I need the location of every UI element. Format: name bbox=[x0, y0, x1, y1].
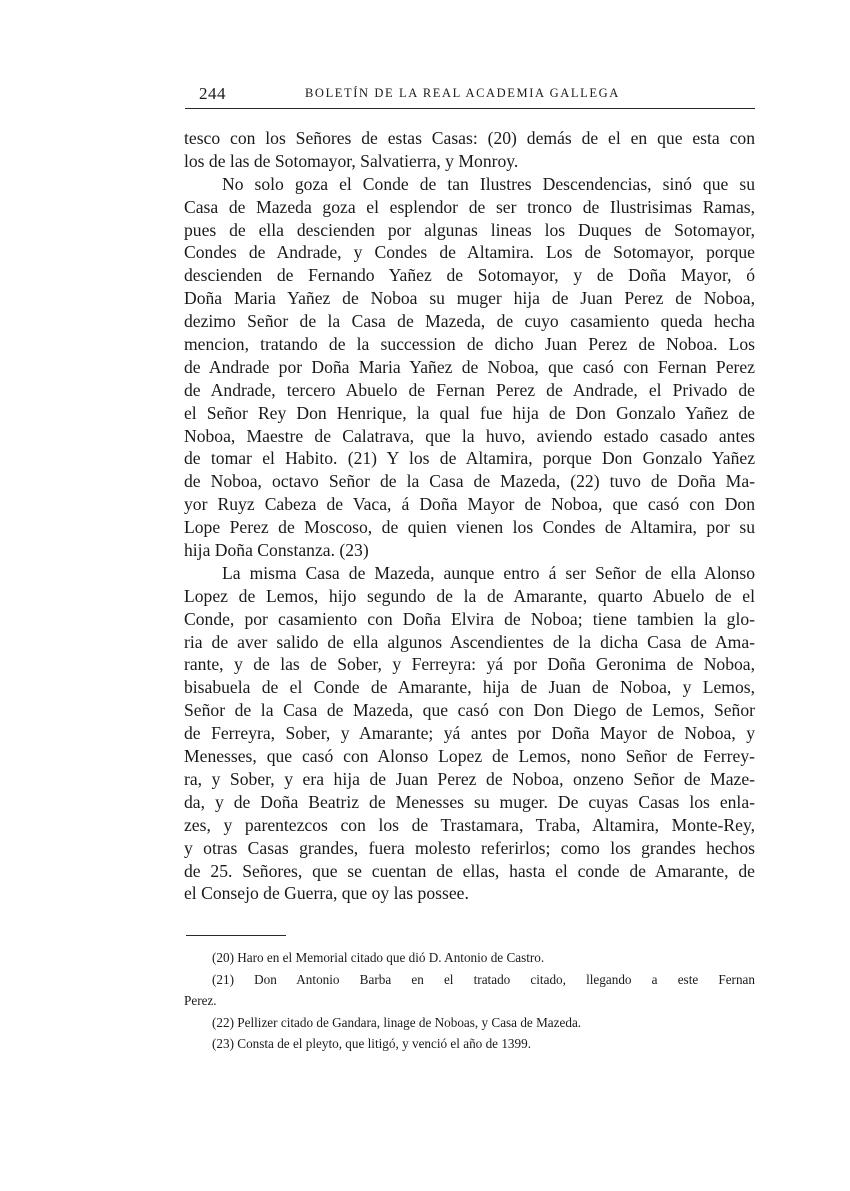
text-line: el Consejo de Guerra, que oy las possee. bbox=[184, 883, 469, 904]
text-line: Menesses, que casó con Alonso Lopez de Lemos, nono Señor de Ferrey- bbox=[184, 746, 755, 767]
text-line: descienden de Fernando Yañez de Sotomayor, y de Doña Mayor, ó bbox=[184, 265, 755, 286]
text-line: Lopez de Lemos, hijo segundo de la de Amarante, quarto Abuelo de el bbox=[184, 585, 755, 606]
text-line: de Ferreyra, Sober, y Amarante; yá antes por Doña Mayor de Noboa, y bbox=[184, 723, 755, 744]
page-header bbox=[185, 80, 755, 109]
text-line: el Señor Rey Don Henrique, la qual fue hija de Don Gonzalo Yañez de bbox=[184, 402, 755, 423]
text-line: Casa de Mazeda goza el esplendor de ser tronco de Ilustrisimas Ramas, bbox=[184, 196, 755, 217]
text-line: mencion, tratando de la succession de dicho Juan Perez de Noboa. Los bbox=[184, 334, 755, 355]
text-line: Lope Perez de Moscoso, de quien vienen los Condes de Altamira, por su bbox=[184, 517, 755, 538]
text-line: bisabuela de el Conde de Amarante, hija de Juan de Noboa, y Lemos, bbox=[184, 677, 755, 698]
text-line: los de las de Sotomayor, Salvatierra, y Monroy. bbox=[184, 150, 519, 171]
text-line: Conde, por casamiento con Doña Elvira de Noboa; tiene tambien la glo- bbox=[184, 608, 755, 629]
running-title: BOLETÍN DE LA REAL ACADEMIA GALLEGA bbox=[305, 86, 620, 100]
footnote-divider bbox=[186, 935, 286, 936]
text-line: de Andrade por Doña Maria Yañez de Noboa, que casó con Fernan Perez bbox=[184, 356, 755, 377]
text-line: y otras Casas grandes, fuera molesto referirlos; como los grandes hechos bbox=[184, 837, 755, 858]
footnote-23: (23) Consta de el pleyto, que litigó, y venció el año de 1399. bbox=[212, 1036, 531, 1052]
text-line: Doña Maria Yañez de Noboa su muger hija de Juan Perez de Noboa, bbox=[184, 288, 755, 309]
text-line: Señor de la Casa de Mazeda, que casó con Don Diego de Lemos, Señor bbox=[184, 700, 755, 721]
page-number: 244 bbox=[199, 84, 226, 103]
body-text bbox=[184, 127, 755, 905]
footnote-21-continuation: Perez. bbox=[184, 993, 217, 1009]
text-line: de tomar el Habito. (21) Y los de Altamira, porque Don Gonzalo Yañez bbox=[184, 448, 755, 469]
text-line: de Andrade, tercero Abuelo de Fernan Perez de Andrade, el Privado de bbox=[184, 379, 755, 400]
text-line: dezimo Señor de la Casa de Mazeda, de cuyo casamiento queda hecha bbox=[184, 311, 755, 332]
text-line: La misma Casa de Mazeda, aunque entro á ser Señor de ella Alonso bbox=[222, 562, 755, 583]
text-line: rante, y de las de Sober, y Ferreyra: yá por Doña Geronima de Noboa, bbox=[184, 654, 755, 675]
text-line: Condes de Andrade, y Condes de Altamira. Los de Sotomayor, porque bbox=[184, 242, 755, 263]
text-line: de 25. Señores, que se cuentan de ellas, hasta el conde de Amarante, de bbox=[184, 860, 755, 881]
text-line: hija Doña Constanza. (23) bbox=[184, 540, 369, 561]
text-line: ra, y Sober, y era hija de Juan Perez de Noboa, onzeno Señor de Maze- bbox=[184, 768, 755, 789]
footnote-20: (20) Haro en el Memorial citado que dió D. Antonio de Castro. bbox=[212, 950, 545, 965]
text-line: ria de aver salido de ella algunos Ascendientes de la dicha Casa de Ama- bbox=[184, 631, 755, 652]
text-line: tesco con los Señores de estas Casas: (20) demás de el en que esta con bbox=[184, 128, 755, 148]
text-line: Noboa, Maestre de Calatrava, que la huvo, aviendo estado casado antes bbox=[184, 425, 755, 446]
footnote-22: (22) Pellizer citado de Gandara, linage de Noboas, y Casa de Mazeda. bbox=[212, 1014, 582, 1030]
text-line: zes, y parentezcos con los de Trastamara, Traba, Altamira, Monte-Rey, bbox=[184, 814, 755, 835]
text-line: da, y de Doña Beatriz de Menesses su muger. De cuyas Casas los enla- bbox=[184, 791, 755, 812]
text-line: yor Ruyz Cabeza de Vaca, á Doña Mayor de Noboa, que casó con Don bbox=[184, 494, 755, 515]
footnotes bbox=[184, 947, 755, 1055]
text-line: pues de ella descienden por algunas lineas los Duques de Sotomayor, bbox=[184, 219, 755, 240]
footnote-21: (21) Don Antonio Barba en el tratado citado, llegando a este Fernan bbox=[212, 971, 755, 987]
text-line: No solo goza el Conde de tan Ilustres Descendencias, sinó que su bbox=[222, 173, 755, 194]
text-line: de Noboa, octavo Señor de la Casa de Mazeda, (22) tuvo de Doña Ma- bbox=[184, 471, 755, 492]
